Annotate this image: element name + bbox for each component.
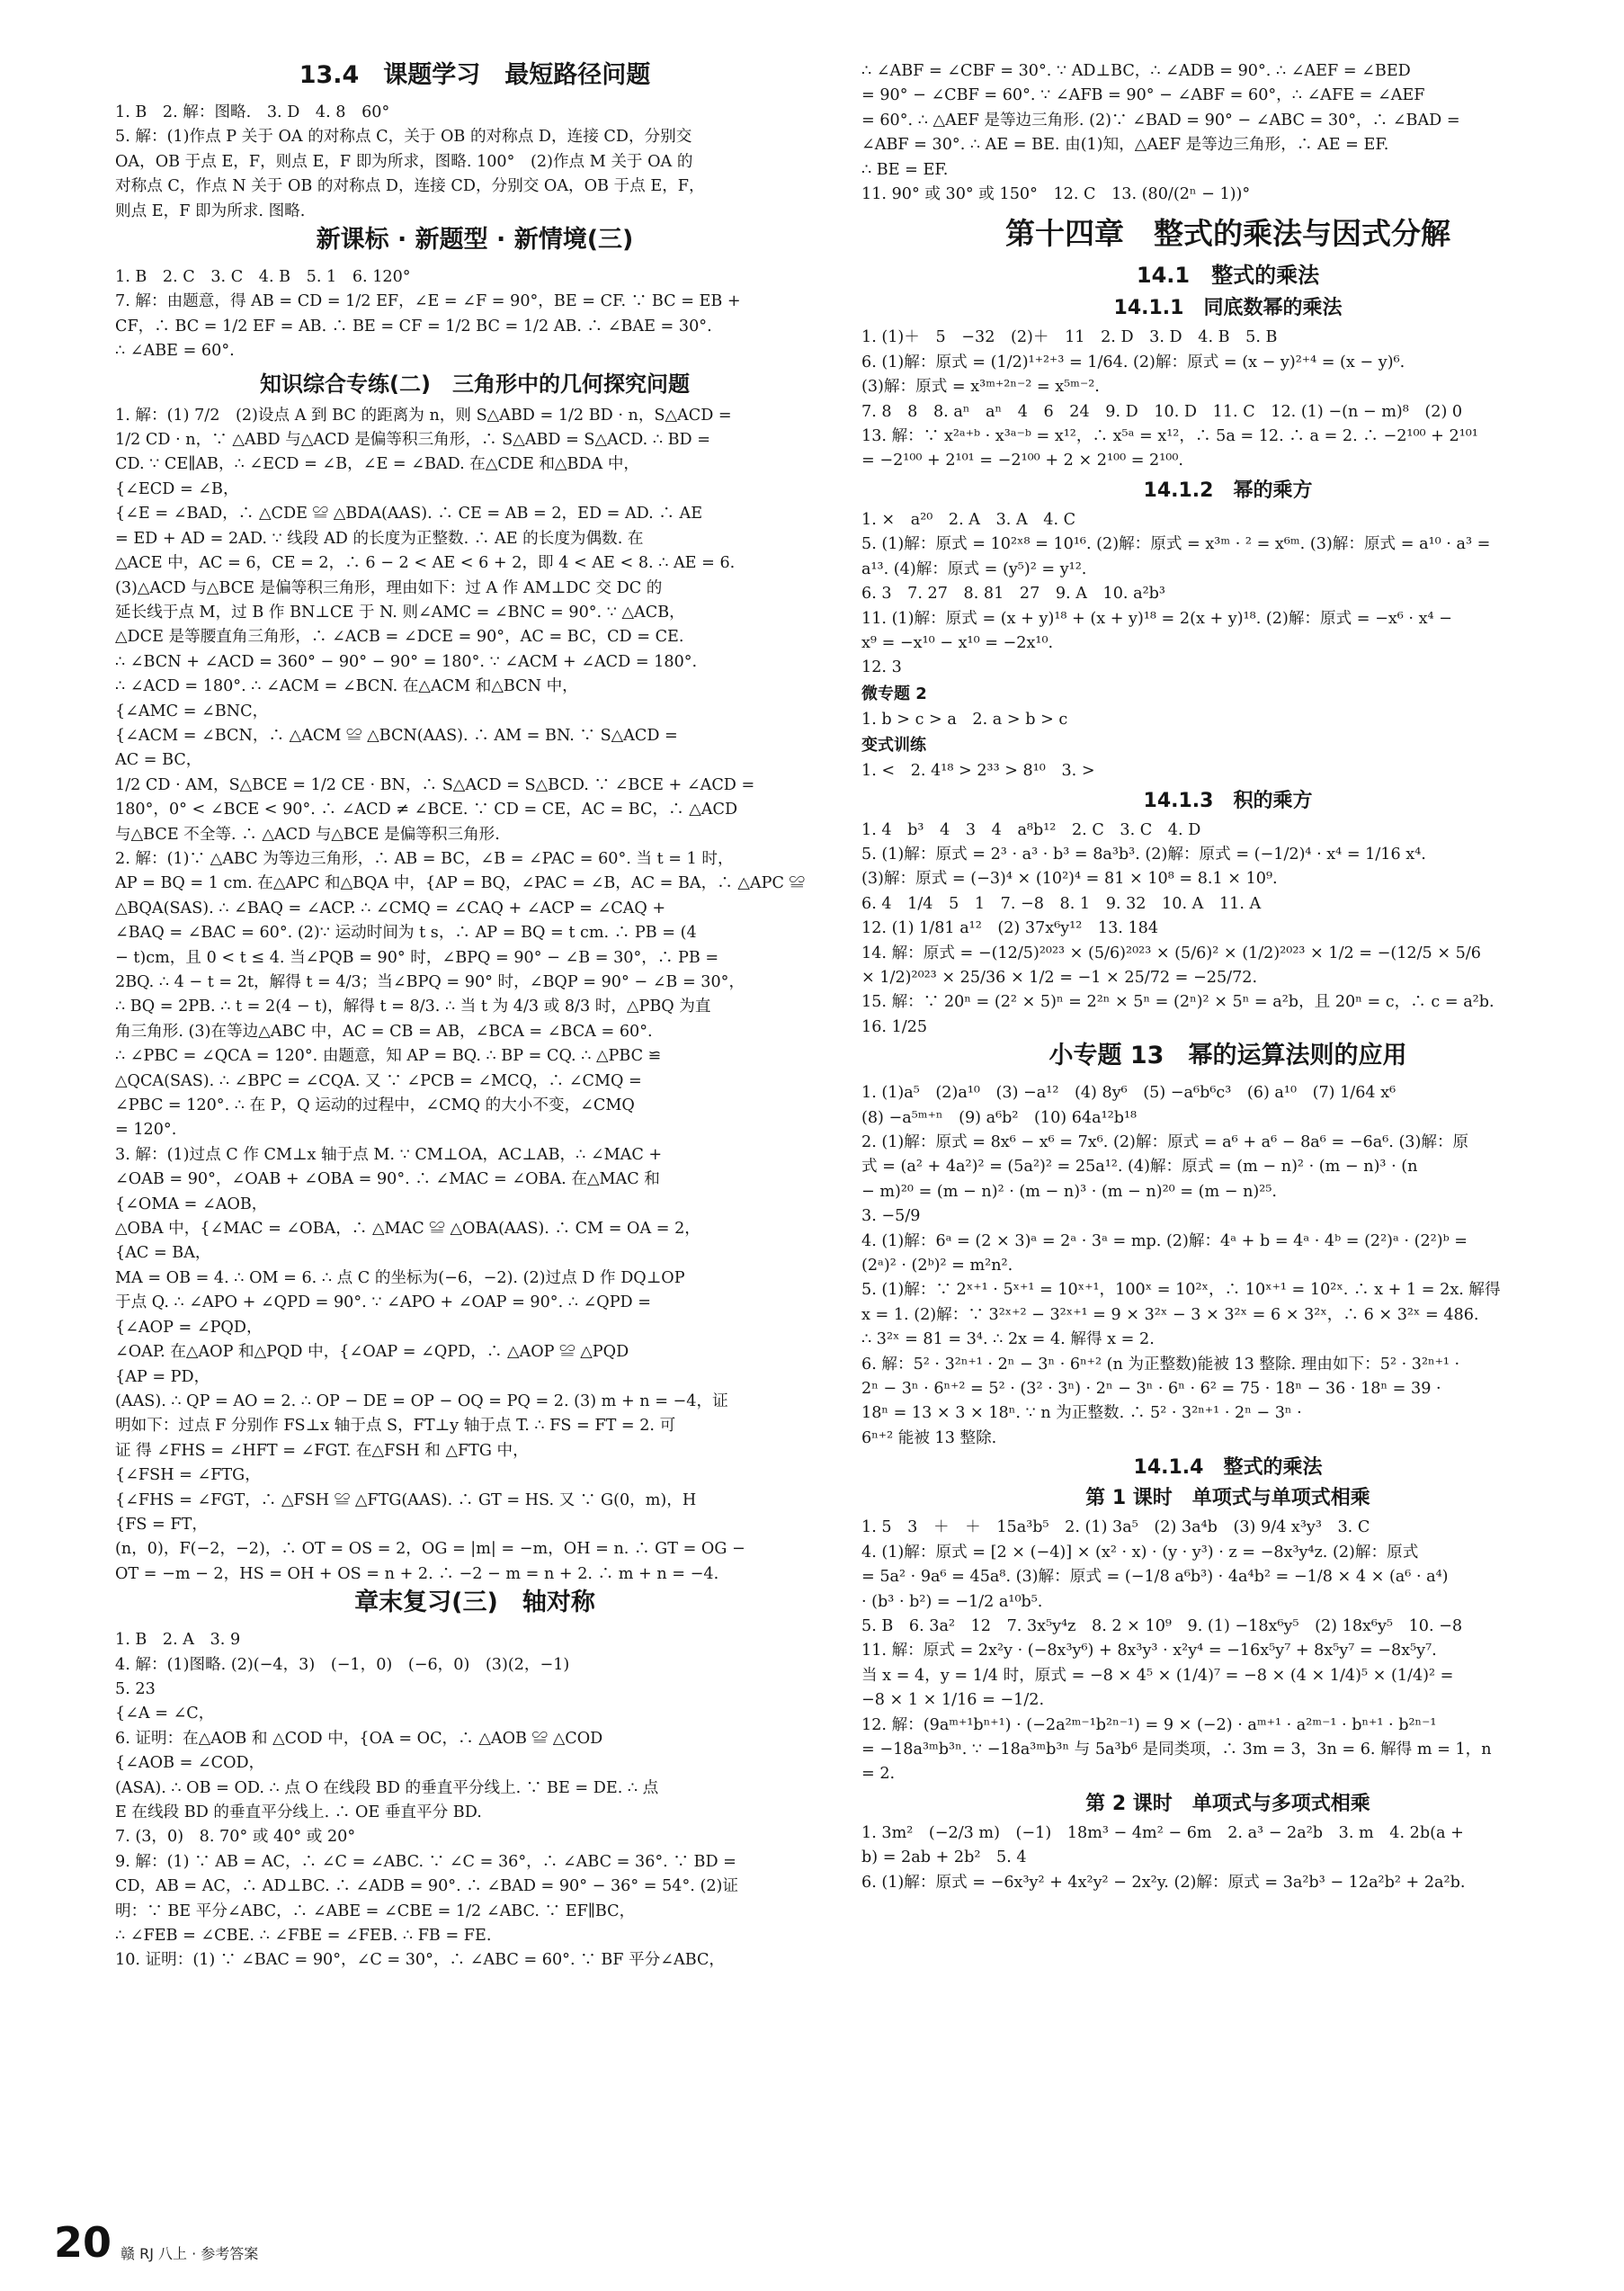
answer-line: {∠AMC = ∠BNC， [115, 702, 269, 720]
answer-line: 5. (1)解：∵ 2ˣ⁺¹ · 5ˣ⁺¹ = 10ˣ⁺¹，100ˣ = 10²ˣ，∴ 10ˣ⁺¹ = 10²ˣ. ∴ x + 1 = 2x. 解得 [861, 1281, 1501, 1300]
answer-line: = 60°. ∴ △AEF 是等边三角形. (2)∵ ∠BAD = 90° − ∠ABC = 30°，∴ ∠BAD = [861, 111, 1460, 130]
answer-line: 7. (3，0) 8. 70° 或 40° 或 20° [115, 1828, 356, 1847]
answer-line: 10. 证明：(1) ∵ ∠BAC = 90°，∠C = 30°，∴ ∠ABC = 60°. ∵ BF 平分∠ABC， [115, 1951, 726, 1970]
answer-line: 5. (1)解：原式 = 2³ · a³ · b³ = 8a³b³. (2)解：原式 = (−1/2)⁴ · x⁴ = 1/16 x⁴. [861, 845, 1426, 864]
chapter-title: 第十四章 整式的乘法与因式分解 [1005, 216, 1450, 252]
answer-line: 明如下：过点 F 分别作 FS⊥x 轴于点 S，FT⊥y 轴于点 T. ∴ FS = FT = 2. 可 [115, 1417, 676, 1436]
answer-line: x⁹ = −x¹⁰ − x¹⁰ = −2x¹⁰. [861, 633, 1054, 652]
answer-line: CF，∴ BC = 1/2 EF = AB. ∴ BE = CF = 1/2 BC = 1/2 AB. ∴ ∠BAE = 30°. [115, 317, 712, 336]
page-number: 20 [54, 2218, 112, 2267]
section-heading: 新课标 · 新题型 · 新情境(三) [316, 226, 634, 255]
lesson-heading: 14.1.1 同底数幂的乘法 [1113, 297, 1343, 320]
answer-line: 3. 解：(1)过点 C 作 CM⊥x 轴于点 M. ∵ CM⊥OA，AC⊥AB，∴ ∠MAC + [115, 1145, 663, 1164]
answer-line: x = 1. (2)解：∵ 3²ˣ⁺² − 3²ˣ⁺¹ = 9 × 3²ˣ − 3 × 3²ˣ = 6 × 3²ˣ，∴ 6 × 3²ˣ = 486. [861, 1305, 1479, 1324]
topic-label: 变式训练 [861, 736, 926, 756]
answer-line: 11. 90° 或 30° 或 150° 12. C 13. (80/(2ⁿ − 1))° [861, 185, 1251, 204]
answer-line: 1. B 2. 解：图略. 3. D 4. 8 60° [115, 103, 390, 121]
answer-line: 1. (1)＋ 5 −32 (2)＋ 11 2. D 3. D 4. B 5. B [861, 328, 1278, 347]
subsection-heading: 14.1 整式的乘法 [1136, 263, 1320, 289]
section-heading: 13.4 课题学习 最短路径问题 [299, 61, 651, 89]
answer-line: 角三角形. (3)在等边△ABC 中，AC = CB = AB，∠BCA = ∠BCA = 60°. [115, 1022, 653, 1041]
answer-line: b) = 2ab + 2b² 5. 4 [861, 1848, 1027, 1867]
answer-line: AC = BC， [115, 751, 202, 770]
answer-line: ∴ ∠ACD = 180°. ∴ ∠ACM = ∠BCN. 在△ACM 和△BCN 中， [115, 677, 578, 696]
answer-line: 1. 解：(1) 7/2 (2)设点 A 到 BC 的距离为 n，则 S△ABD = 1/2 BD · n，S△ACD = [115, 406, 732, 425]
answer-line: 1. < 2. 4¹⁸ > 2³³ > 8¹⁰ 3. > [861, 762, 1095, 781]
answer-line: CD. ∵ CE∥AB，∴ ∠ECD = ∠B，∠E = ∠BAD. 在△CDE 和△BDA 中， [115, 455, 640, 474]
answer-line: 6. 3 7. 27 8. 81 27 9. A 10. a²b³ [861, 585, 1165, 604]
answer-line: = 90° − ∠CBF = 60°. ∵ ∠AFB = 90° − ∠ABF = 60°，∴ ∠AFE = ∠AEF [861, 86, 1425, 105]
answer-line: 2BQ. ∴ 4 − t = 2t，解得 t = 4/3；当∠BPQ = 90° 时，∠BQP = 90° − ∠B = 30°， [115, 973, 745, 991]
answer-line: {∠AOP = ∠PQD， [115, 1318, 263, 1337]
answer-line: 5. 23 [115, 1679, 156, 1698]
answer-line: 6. 证明：在△AOB 和 △COD 中，{OA = OC，∴ △AOB ≌ △COD [115, 1729, 603, 1748]
answer-line: = 2. [861, 1765, 896, 1784]
answer-line: {∠FSH = ∠FTG， [115, 1466, 261, 1485]
answer-line: 4. 解：(1)图略. (2)(−4，3) (−1，0) (−6，0) (3)(2，−1) [115, 1655, 570, 1674]
answer-line: 15. 解：∵ 20ⁿ = (2² × 5)ⁿ = 2²ⁿ × 5ⁿ = (2ⁿ)² × 5ⁿ = a²b，且 20ⁿ = c，∴ c = a²b. [861, 993, 1495, 1012]
answer-line: {∠AOB = ∠COD， [115, 1754, 265, 1773]
answer-line: 1/2 CD · AM，S△BCE = 1/2 CE · BN，∴ S△ACD = S△BCD. ∵ ∠BCE + ∠ACD = [115, 775, 755, 794]
lesson-heading: 14.1.3 积的乘方 [1143, 789, 1313, 812]
answer-line: = −2¹⁰⁰ + 2¹⁰¹ = −2¹⁰⁰ + 2 × 2¹⁰⁰ = 2¹⁰⁰. [861, 452, 1184, 470]
answer-line: {∠E = ∠BAD，∴ △CDE ≌ △BDA(AAS). ∴ CE = AB = 2，ED = AD. ∴ AE [115, 505, 703, 524]
answer-line: = 120°. [115, 1121, 177, 1140]
answer-line: 当 x = 4，y = 1/4 时，原式 = −8 × 4⁵ × (1/4)⁷ = −8 × (4 × 1/4)⁵ × (1/4)² = [861, 1666, 1454, 1685]
answer-line: 11. 解：原式 = 2x²y · (−8x³y⁶) + 8x³y³ · x²y⁴ = −16x⁵y⁷ + 8x⁵y⁷ = −8x⁵y⁷. [861, 1642, 1437, 1660]
answer-line: = ED + AD = 2AD. ∵ 线段 AD 的长度为正整数. ∴ AE 的长度为偶数. 在 [115, 529, 644, 548]
answer-line: △DCE 是等腰直角三角形，∴ ∠ACB = ∠DCE = 90°，AC = BC，CD = CE. [115, 628, 684, 647]
answer-line: (3)解：原式 = x³ᵐ⁺²ⁿ⁻² = x⁵ᵐ⁻². [861, 378, 1100, 397]
lesson-heading: 第 1 课时 单项式与单项式相乘 [1085, 1487, 1370, 1510]
answer-line: 明：∵ BE 平分∠ABC，∴ ∠ABE = ∠CBE = 1/2 ∠ABC. ∵ EF∥BC， [115, 1902, 636, 1920]
answer-line: ∠ABF = 30°. ∴ AE = BE. 由(1)知，△AEF 是等边三角形，∴ AE = EF. [861, 136, 1389, 155]
footer-label: 赣 RJ 八上 · 参考答案 [120, 2245, 259, 2262]
answer-line: 7. 8 8 8. aⁿ aⁿ 4 6 24 9. D 10. D 11. C 12. (1) −(n − m)⁸ (2) 0 [861, 402, 1463, 421]
answer-line: △OBA 中，{∠MAC = ∠OBA，∴ △MAC ≌ △OBA(AAS). ∴ CM = OA = 2， [115, 1220, 700, 1239]
answer-line: 对称点 C，作点 N 关于 OB 的对称点 D，连接 CD，分别交 OA，OB 于点 E，F， [115, 177, 705, 196]
answer-line: 1. × a²⁰ 2. A 3. A 4. C [861, 510, 1076, 529]
answer-line: {∠ECD = ∠B， [115, 479, 239, 498]
answer-line: 与△BCE 不全等. ∴ △ACD 与△BCE 是偏等积三角形. [115, 825, 500, 844]
answer-line: 2. (1)解：原式 = 8x⁶ − x⁶ = 7x⁶. (2)解：原式 = a⁶ + a⁶ − 8a⁶ = −6a⁶. (3)解：原 [861, 1133, 1469, 1151]
answer-line: 4. (1)解：原式 = [2 × (−4)] × (x² · x) · (y · y³) · z = −8x³y⁴z. (2)解：原式 [861, 1543, 1419, 1562]
answer-line: (n，0)，F(−2，−2)，∴ OT = OS = 2，OG = |m| = −m，OH = n. ∴ GT = OG − [115, 1540, 745, 1559]
answer-line: {∠OMA = ∠AOB， [115, 1195, 268, 1213]
answer-line: 6. 4 1/4 5 1 7. −8 8. 1 9. 32 10. A 11. A [861, 894, 1262, 913]
topic-label: 微专题 2 [861, 684, 927, 703]
answer-line: = −18a³ᵐb³ⁿ. ∵ −18a³ᵐb³ⁿ 与 5a³b⁶ 是同类项，∴ 3m = 3，3n = 6. 解得 m = 1，n [861, 1740, 1492, 1759]
answer-line: {AP = PD， [115, 1367, 210, 1386]
answer-line: · (b³ · b²) = −1/2 a¹⁰b⁵. [861, 1592, 1043, 1611]
answer-line: 12. 解：(9aᵐ⁺¹bⁿ⁺¹) · (−2a²ᵐ⁻¹b²ⁿ⁻¹) = 9 × (−2) · aᵐ⁺¹ · a²ᵐ⁻¹ · bⁿ⁺¹ · b²ⁿ⁻¹ [861, 1715, 1437, 1734]
answer-line: {FS = FT， [115, 1515, 208, 1534]
answer-line: OA，OB 于点 E，F，则点 E，F 即为所求，图略. 100° (2)作点 M 关于 OA 的 [115, 152, 693, 171]
answer-line: 1/2 CD · n，∵ △ABD 与△ACD 是偏等积三角形，∴ S△ABD = S△ACD. ∴ BD = [115, 431, 710, 450]
answer-line: ∴ BQ = 2PB. ∴ t = 2(4 − t)，解得 t = 8/3. ∴ 当 t 为 4/3 或 8/3 时，△PBQ 为直 [115, 998, 711, 1016]
answer-line: 4. (1)解：6ᵃ = (2 × 3)ᵃ = 2ᵃ · 3ᵃ = mp. (2)解：4ᵃ + b = 4ᵃ · 4ᵇ = (2²)ᵃ · (2²)ᵇ = [861, 1231, 1468, 1250]
answer-line: △QCA(SAS). ∴ ∠BPC = ∠CQA. 又 ∵ ∠PCB = ∠MCQ，∴ ∠CMQ = [115, 1071, 642, 1090]
answer-line: 5. 解：(1)作点 P 关于 OA 的对称点 C，关于 OB 的对称点 D，连接 CD，分别交 [115, 128, 692, 147]
section-heading: 章末复习(三) 轴对称 [354, 1588, 595, 1617]
answer-line: CD，AB = AC，∴ AD⊥BC. ∴ ∠ADB = 90°. ∴ ∠BAD = 90° − 36° = 54°. (2)证 [115, 1877, 738, 1896]
answer-line: 180°，0° < ∠BCE < 90°. ∴ ∠ACD ≠ ∠BCE. ∵ CD = CE，AC = BC，∴ △ACD [115, 801, 738, 819]
answer-line: 证 得 ∠FHS = ∠HFT = ∠FGT. 在△FSH 和 △FTG 中， [115, 1441, 529, 1460]
answer-line: 6. (1)解：原式 = (1/2)¹⁺²⁺³ = 1/64. (2)解：原式 = (x − y)²⁺⁴ = (x − y)⁶. [861, 353, 1405, 371]
subsection-heading: 知识综合专练(二) 三角形中的几何探究问题 [260, 371, 690, 397]
answer-line: OT = −m − 2，HS = OH + OS = n + 2. ∴ −2 − m = n + 2. ∴ m + n = −4. [115, 1564, 719, 1583]
answer-line: (3)解：原式 = (−3)⁴ × (10²)⁴ = 81 × 10⁸ = 8.1 × 10⁹. [861, 870, 1278, 889]
answer-line: 1. (1)a⁵ (2)a¹⁰ (3) −a¹² (4) 8y⁶ (5) −a⁶b⁶c³ (6) a¹⁰ (7) 1/64 x⁶ [861, 1084, 1396, 1103]
answer-line: {AC = BA， [115, 1244, 211, 1263]
answer-line: 14. 解：原式 = −(12/5)²⁰²³ × (5/6)²⁰²³ × (5/6)² × (1/2)²⁰²³ × 1/2 = −(12/5 × 5/6 [861, 944, 1481, 962]
answer-line: (8) −a⁵ᵐ⁺ⁿ (9) a⁶b² (10) 64a¹²b¹⁸ [861, 1108, 1138, 1127]
answer-line: 16. 1/25 [861, 1017, 928, 1036]
answer-line: ∴ BE = EF. [861, 160, 949, 179]
answer-line: × 1/2)²⁰²³ × 25/36 × 1/2 = −1 × 25/72 = −25/72. [861, 968, 1258, 987]
answer-line: MA = OB = 4. ∴ OM = 6. ∴ 点 C 的坐标为(−6，−2). (2)过点 D 作 DQ⊥OP [115, 1268, 685, 1287]
answer-line: ∴ 3²ˣ = 81 = 3⁴. ∴ 2x = 4. 解得 x = 2. [861, 1330, 1155, 1349]
answer-line: 5. (1)解：原式 = 10²ˣ⁸ = 10¹⁶. (2)解：原式 = x³ᵐ · ² = x⁶ᵐ. (3)解：原式 = a¹⁰ · a³ = [861, 535, 1491, 554]
answer-line: AP = BQ = 1 cm. 在△APC 和△BQA 中，{AP = BQ，∠PAC = ∠B，AC = BA，∴ △APC ≌ [115, 874, 806, 893]
answer-line: 2ⁿ − 3ⁿ · 6ⁿ⁺² = 5² · (3² · 3ⁿ) · 2ⁿ − 3ⁿ · 6ⁿ · 6² = 75 · 18ⁿ − 36 · 18ⁿ = 39 · [861, 1380, 1441, 1399]
answer-line: a¹³. (4)解：原式 = (y⁵)² = y¹². [861, 559, 1087, 578]
answer-line: ∴ ∠FEB = ∠CBE. ∴ ∠FBE = ∠FEB. ∴ FB = FE. [115, 1927, 492, 1946]
answer-line: {∠FHS = ∠FGT，∴ △FSH ≌ △FTG(AAS). ∴ GT = HS. 又 ∵ G(0，m)，H [115, 1490, 697, 1509]
answer-line: 6. 解：5² · 3²ⁿ⁺¹ · 2ⁿ − 3ⁿ · 6ⁿ⁺² (n 为正整数)能被 13 整除. 理由如下：5² · 3²ⁿ⁺¹ · [861, 1355, 1460, 1374]
answer-line: ∠PBC = 120°. ∴ 在 P，Q 运动的过程中，∠CMQ 的大小不变，∠CMQ [115, 1096, 635, 1115]
answer-line: 3. −5/9 [861, 1207, 921, 1226]
answer-line: 9. 解：(1) ∵ AB = AC，∴ ∠C = ∠ABC. ∵ ∠C = 36°，∴ ∠ABC = 36°. ∵ BD = [115, 1852, 736, 1871]
answer-line: 6. (1)解：原式 = −6x³y² + 4x²y² − 2x²y. (2)解：原式 = 3a²b³ − 12a²b² + 2a²b. [861, 1873, 1466, 1892]
answer-line: 1. 4 b³ 4 3 4 a⁸b¹² 2. C 3. C 4. D [861, 820, 1201, 839]
lesson-heading: 14.1.4 整式的乘法 [1133, 1456, 1323, 1480]
answer-line: △ACE 中，AC = 6，CE = 2，∴ 6 − 2 < AE < 6 + 2，即 4 < AE < 8. ∴ AE = 6. [115, 554, 736, 573]
answer-line: 1. B 2. C 3. C 4. B 5. 1 6. 120° [115, 268, 411, 287]
answer-line: 1. 3m² (−2/3 m) (−1) 18m³ − 4m² − 6m 2. a³ − 2a²b 3. m 4. 2b(a + [861, 1823, 1464, 1842]
answer-line: −8 × 1 × 1/16 = −1/2. [861, 1691, 1045, 1710]
answer-line: △BQA(SAS). ∴ ∠BAQ = ∠ACP. ∴ ∠CMQ = ∠CAQ + ∠ACP = ∠CAQ + [115, 899, 666, 917]
answer-line: ∠OAB = 90°，∠OAB + ∠OBA = 90°. ∴ ∠MAC = ∠OBA. 在△MAC 和 [115, 1170, 660, 1189]
answer-line: {∠ACM = ∠BCN，∴ △ACM ≌ △BCN(AAS). ∴ AM = BN. ∵ S△ACD = [115, 726, 678, 745]
answer-line: − m)²⁰ = (m − n)² · (m − n)³ · (m − n)²⁰ = (m − n)²⁵. [861, 1182, 1277, 1201]
answer-line: (2ᵃ)² · (2ᵇ)² = m²n². [861, 1257, 1013, 1275]
answer-line: 5. B 6. 3a² 12 7. 3x⁵y⁴z 8. 2 × 10⁹ 9. (1) −18x⁶y⁵ (2) 18x⁶y⁵ 10. −8 [861, 1616, 1463, 1635]
answer-line: 1. B 2. A 3. 9 [115, 1631, 241, 1650]
answer-line: 于点 Q. ∴ ∠APO + ∠QPD = 90°. ∵ ∠APO + ∠OAP = 90°. ∴ ∠QPD = [115, 1293, 651, 1312]
answer-line: ∠BAQ = ∠BAC = 60°. (2)∵ 运动时间为 t s，∴ AP = BQ = t cm. ∴ PB = (4 [115, 924, 697, 943]
answer-line: 6ⁿ⁺² 能被 13 整除. [861, 1428, 997, 1447]
answer-line: ∴ ∠BCN + ∠ACD = 360° − 90° − 90° = 180°. ∵ ∠ACM + ∠ACD = 180°. [115, 652, 698, 671]
answer-line: 18ⁿ = 13 × 3 × 18ⁿ. ∵ n 为正整数. ∴ 5² · 3²ⁿ⁺¹ · 2ⁿ − 3ⁿ · [861, 1404, 1302, 1423]
answer-line: 延长线于点 M，过 B 作 BN⊥CE 于 N. 则∠AMC = ∠BNC = 90°. ∵ △ACB， [115, 603, 685, 622]
answer-line: 式 = (a² + 4a²)² = (5a²)² = 25a¹². (4)解：原式 = (m − n)² · (m − n)³ · (n [861, 1158, 1418, 1177]
answer-line: 7. 解：由题意，得 AB = CD = 1/2 EF，∠E = ∠F = 90°，BE = CF. ∵ BC = EB + [115, 292, 741, 311]
section-heading: 小专题 13 幂的运算法则的应用 [1048, 1042, 1407, 1070]
answer-line: − t)cm，且 0 < t ≤ 4. 当∠PQB = 90° 时，∠BPQ = 90° − ∠B = 30°，∴ PB = [115, 948, 719, 967]
answer-line: 12. (1) 1/81 a¹² (2) 37x⁶y¹² 13. 184 [861, 919, 1159, 938]
answer-line: ∴ ∠ABE = 60°. [115, 342, 235, 361]
answer-line: ∴ ∠ABF = ∠CBF = 30°. ∵ AD⊥BC，∴ ∠ADB = 90°. ∴ ∠AEF = ∠BED [861, 62, 1411, 80]
answer-line: 12. 3 [861, 658, 902, 677]
answer-line: 2. 解：(1)∵ △ABC 为等边三角形，∴ AB = BC，∠B = ∠PAC = 60°. 当 t = 1 时， [115, 849, 734, 868]
answer-line: 则点 E，F 即为所求. 图略. [115, 201, 306, 220]
answer-line: (AAS). ∴ QP = AO = 2. ∴ OP − DE = OP − OQ = PQ = 2. (3) m + n = −4，证 [115, 1392, 728, 1410]
answer-line: (ASA). ∴ OB = OD. ∴ 点 O 在线段 BD 的垂直平分线上. ∵ BE = DE. ∴ 点 [115, 1778, 659, 1797]
answer-line: 11. (1)解：原式 = (x + y)¹⁸ + (x + y)¹⁸ = 2(x + y)¹⁸. (2)解：原式 = −x⁶ · x⁴ − [861, 609, 1452, 628]
answer-line: 1. 5 3 ＋ ＋ 15a³b⁵ 2. (1) 3a⁵ (2) 3a⁴b (3) 9/4 x³y³ 3. C [861, 1518, 1370, 1537]
right-column [861, 59, 1594, 2200]
left-column [115, 59, 834, 2200]
answer-line: 1. b > c > a 2. a > b > c [861, 710, 1068, 729]
answer-line: {∠A = ∠C， [115, 1705, 215, 1723]
answer-line: (3)△ACD 与△BCE 是偏等积三角形，理由如下：过 A 作 AM⊥DC 交 DC 的 [115, 578, 663, 597]
answer-line: E 在线段 BD 的垂直平分线上. ∴ OE 垂直平分 BD. [115, 1803, 482, 1821]
answer-line: = 5a² · 9a⁶ = 45a⁸. (3)解：原式 = (−1/8 a⁶b³) · 4a⁴b² = −1/8 × 4 × (a⁶ · a⁴) [861, 1568, 1449, 1587]
answer-line: ∠OAP. 在△AOP 和△PQD 中，{∠OAP = ∠QPD，∴ △AOP ≌ △PQD [115, 1343, 629, 1362]
lesson-heading: 14.1.2 幂的乘方 [1143, 479, 1313, 502]
lesson-heading: 第 2 课时 单项式与多项式相乘 [1085, 1792, 1370, 1815]
answer-line: 13. 解：∵ x²ᵃ⁺ᵇ · x³ᵃ⁻ᵇ = x¹²，∴ x⁵ᵃ = x¹²，∴ 5a = 12. ∴ a = 2. ∴ −2¹⁰⁰ + 2¹⁰¹ [861, 427, 1478, 446]
answer-line: ∴ ∠PBC = ∠QCA = 120°. 由题意，知 AP = BQ. ∴ BP = CQ. ∴ △PBC ≌ [115, 1047, 662, 1066]
